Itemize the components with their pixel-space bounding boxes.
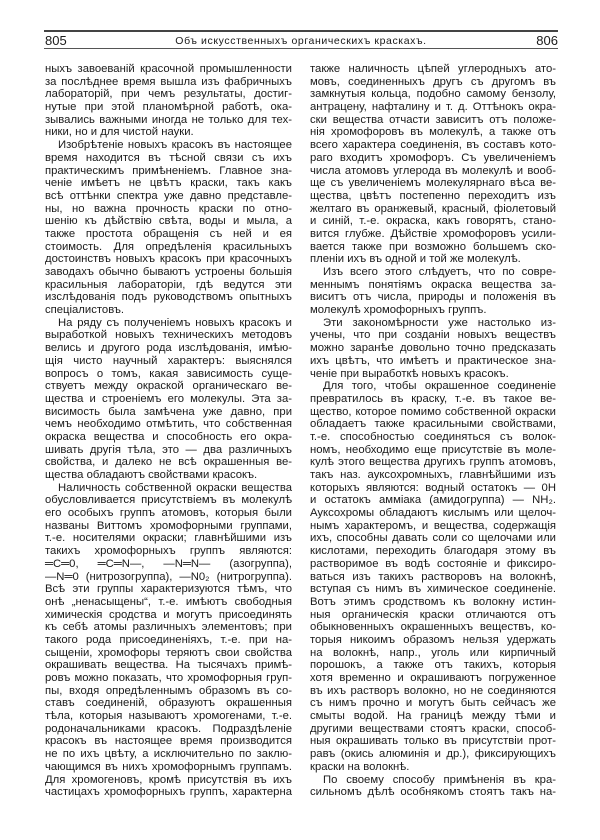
text-line: такъ наз. ауксохромныхъ, главнѣйшими изъ bbox=[310, 469, 556, 481]
text-line: вопросъ о томъ, какая зависимость суще- bbox=[45, 367, 292, 380]
text-line: зывались важными иногда не только для тех- bbox=[45, 113, 292, 126]
text-line: въ ихъ растворъ волокно, но не соединяются bbox=[310, 684, 556, 697]
text-line: Наличность собственной окраски вещества bbox=[58, 481, 292, 494]
text-line: растворимое въ водѣ состояніе и фиксиро- bbox=[310, 557, 556, 570]
text-line: время находится въ тѣсной связи съ ихъ bbox=[45, 151, 292, 164]
text-line: нымъ характеромъ, и вещества, содержащія bbox=[310, 519, 556, 532]
text-line: Эти закономѣрности уже настолько из- bbox=[323, 316, 556, 329]
text-line: можно заранѣе довольно точно предсказать bbox=[310, 342, 556, 355]
text-line: торыя никоимъ образомъ нельзя удержать bbox=[310, 633, 556, 646]
text-line: ствуетъ между окраской органическаго ве- bbox=[45, 380, 292, 393]
text-line: обусловливается присутствіемъ въ молекулѣ bbox=[45, 494, 292, 507]
paragraph bbox=[45, 63, 292, 139]
paragraph bbox=[45, 317, 292, 482]
text-line: шенію къ дѣйствію свѣта, воды и мыла, а bbox=[45, 215, 292, 228]
text-line: другими веществами стоятъ краски, способ- bbox=[310, 722, 556, 735]
text-line: кислотами, переходить благодаря этому въ bbox=[310, 545, 556, 558]
text-line: за послѣднее время вышла изъ фабричныхъ bbox=[45, 75, 292, 88]
text-column-right bbox=[310, 63, 556, 799]
text-line: всѣ оттѣнки спектра уже давно представле- bbox=[45, 189, 292, 202]
text-line: ники, но и для чистой науки. bbox=[45, 126, 194, 139]
text-line: краски на волокнѣ. bbox=[310, 760, 410, 773]
text-line: щества и строеніемъ его молекулы. Эта за- bbox=[45, 392, 292, 405]
text-line: пы, входя опредѣленнымъ образомъ въ со- bbox=[45, 684, 292, 697]
text-line: чающимся въ нихъ хромофорнымъ группамъ. bbox=[45, 760, 292, 773]
text-line: ставъ соединеній, образуютъ окрашенныя bbox=[45, 697, 292, 710]
paragraph bbox=[310, 317, 556, 380]
text-line: онѣ „ненасыщены“, т.-е. имѣютъ свободныя bbox=[45, 595, 292, 608]
text-line: и остатокъ аммiака (амидогруппа) — NH₂. bbox=[310, 494, 556, 507]
text-line: обыкновенныхъ окрашенныхъ веществъ, ко- bbox=[310, 621, 556, 634]
text-line: По своему способу примѣненія въ кра- bbox=[323, 773, 556, 786]
text-line: его особыхъ группъ атомовъ, которыя были bbox=[45, 507, 292, 520]
text-line: и синій, т.-е. окраска, какъ говорятъ, стано- bbox=[310, 215, 556, 228]
text-line: вступая съ нимъ въ химическое соединеніе. bbox=[310, 583, 556, 596]
text-line: кулѣ этого вещества другихъ группъ атомовъ, bbox=[310, 456, 556, 469]
text-line: желтаго въ оранжевый, красный, фіолетовый bbox=[310, 202, 556, 215]
text-line: спеціалистовъ. bbox=[45, 304, 125, 317]
text-line: антрацену, нафталину и т. д. Оттѣнокъ окра- bbox=[310, 101, 556, 114]
text-line: сильномъ дѣлѣ особнякомъ стоятъ такъ на- bbox=[310, 786, 556, 799]
text-line: родоначальниками красокъ. Подраздѣленіе bbox=[45, 722, 292, 735]
text-line: порошокъ, а также отъ такихъ, которыя bbox=[310, 659, 556, 672]
text-line: тѣла, которыя называютъ хромогенами, т.-е. bbox=[45, 710, 292, 723]
text-line: раго входитъ хромофоръ. Съ увеличеніемъ bbox=[310, 151, 556, 164]
text-line: съ нимъ прочно и могутъ быть сейчасъ же bbox=[310, 697, 556, 710]
text-line: вается также при возможно большемъ ско- bbox=[310, 240, 556, 253]
text-line: замкнутыя кольца, подобно самому бензолу, bbox=[310, 88, 556, 101]
text-line: превратилось въ краску, т.-е. въ такое ве- bbox=[310, 392, 556, 405]
paragraph bbox=[310, 63, 556, 266]
text-line: ны, но важна прочность краски по отно- bbox=[45, 202, 292, 215]
text-line: Изъ всего этого слѣдуетъ, что по совре- bbox=[323, 266, 556, 278]
text-line: свойства, и далеко не всѣ окрашенныя ве- bbox=[45, 456, 292, 469]
text-line: ныя окрашивать только въ присутствіи прот- bbox=[310, 735, 556, 748]
text-line: вится глубже. Дѣйствіе хромофоровъ усили- bbox=[310, 227, 556, 240]
text-line: ихъ, способны давать соли со щелочами или bbox=[310, 532, 556, 545]
paragraph bbox=[310, 266, 556, 317]
text-line: сыщеніи, хромофоры теряютъ свои свойства bbox=[45, 646, 292, 659]
text-line: нія хромофоровъ въ молекулѣ, а также отъ bbox=[310, 126, 556, 139]
text-line: ровъ можно показать, что хромофорныя груп- bbox=[45, 672, 292, 684]
text-line: которыхъ являются: водный остатокъ — 0H bbox=[310, 481, 556, 494]
text-line: частицахъ хромофорныхъ группъ, характерна bbox=[45, 786, 292, 799]
text-line: красильныя лабораторіи, гдѣ ведутся эти bbox=[45, 278, 292, 291]
text-line: названы Виттомъ хромофорными группами, bbox=[45, 519, 292, 532]
text-line: ныя органическія краски отличаются отъ bbox=[310, 608, 556, 621]
text-line: ски вещества отчасти зависитъ отъ положе- bbox=[310, 113, 556, 126]
paragraph bbox=[45, 139, 292, 317]
text-line: обладаетъ также красильными свойствами, bbox=[310, 418, 556, 431]
text-line: химическія сродства и могутъ присоединять bbox=[45, 608, 292, 621]
text-line: Для того, чтобы окрашенное соединеніе bbox=[323, 380, 556, 393]
text-line: щество, которое помимо собственной окраски bbox=[310, 405, 556, 418]
header-rule-bottom bbox=[44, 48, 558, 49]
text-line: красокъ въ настоящее время производится bbox=[45, 735, 292, 748]
text-line: Изобрѣтеніе новыхъ красокъ въ настоящее bbox=[58, 139, 292, 152]
text-line: нутые при этой планомѣрной работѣ, ока- bbox=[45, 101, 292, 114]
text-column-left bbox=[45, 63, 292, 799]
text-line: щія чисто научный характеръ: выяснялся bbox=[45, 354, 292, 367]
text-line: учены, что при созданіи новыхъ веществъ bbox=[310, 329, 556, 342]
text-line: заводахъ обычно бываютъ устроены большія bbox=[45, 266, 292, 278]
text-line: всего характера соединенія, въ составъ кото- bbox=[310, 139, 556, 152]
paragraph bbox=[45, 482, 292, 799]
text-line: т.-е. способностью соединяться съ волок- bbox=[310, 430, 556, 443]
text-line: велись и другого рода изслѣдованія, имѣю- bbox=[45, 342, 292, 355]
text-line: окраска вещества и способность его окра- bbox=[45, 430, 292, 443]
text-line: хотя временно и окрашиваютъ погруженное bbox=[310, 672, 556, 684]
text-line: На ряду съ полученіемъ новыхъ красокъ и bbox=[58, 316, 292, 329]
text-line: ═C═0, ═C═N—, —N═N— (азогруппа), bbox=[45, 557, 292, 570]
text-line: молекулѣ хромофорныхъ группъ. bbox=[310, 304, 487, 317]
page-number-right: 806 bbox=[536, 33, 558, 48]
text-line: Ауксохромы обладаютъ кислымъ или щелоч- bbox=[310, 507, 556, 520]
text-line: также наличность цѣпей углеродныхъ ато- bbox=[310, 63, 556, 75]
text-line: къ себѣ атомы различныхъ элементовъ; при bbox=[45, 621, 292, 634]
text-line: окрашивать вещества. На тысячахъ примѣ- bbox=[45, 659, 292, 672]
text-line: ихъ цвѣтъ, что имѣетъ и практическое зна- bbox=[310, 354, 556, 367]
text-line: такихъ хромофорныхъ группъ являются: bbox=[45, 545, 292, 558]
text-line: пленіи ихъ въ одной и той же молекулѣ. bbox=[310, 253, 521, 266]
text-line: ще съ увеличеніемъ молекулярнаго вѣса ве- bbox=[310, 177, 556, 190]
running-title: Объ искусственныхъ органическихъ краскахъ. bbox=[175, 35, 427, 47]
text-line: т.-е. носителями окраски; главнѣйшими изъ bbox=[45, 532, 292, 545]
text-line: меннымъ понятіямъ окраска вещества за- bbox=[310, 278, 556, 291]
text-line: ныхъ завоеваній красочной промышленности bbox=[45, 63, 292, 75]
text-line: достоинствъ новыхъ красокъ при красочныхъ bbox=[45, 253, 292, 266]
text-line: виситъ отъ числа, природы и положенія въ bbox=[310, 291, 556, 304]
text-line: ченіе имѣетъ не цвѣтъ краски, такъ какъ bbox=[45, 177, 292, 190]
text-line: ваться изъ такихъ растворовъ на волокнѣ, bbox=[310, 570, 556, 583]
text-line: смыты водой. На границѣ между тѣми и bbox=[310, 710, 556, 723]
text-line: стоимость. Для опредѣленія красильныхъ bbox=[45, 240, 292, 253]
text-line: равъ (окись алюминія и др.), фиксирующихъ bbox=[310, 748, 556, 761]
text-line: выработкой новыхъ техническихъ методовъ bbox=[45, 329, 292, 342]
paragraph bbox=[310, 774, 556, 799]
page-number-left: 805 bbox=[45, 33, 67, 48]
text-line: не по ихъ цвѣту, а исключительно по заклю- bbox=[45, 748, 292, 761]
text-line: номъ, необходимо еще присутствіе въ моле- bbox=[310, 443, 556, 456]
text-line: также простота обращенія съ ней и ея bbox=[45, 227, 292, 240]
text-line: мовъ, соединенныхъ другъ съ другомъ въ bbox=[310, 75, 556, 88]
text-line: шивать другія тѣла, это — два различныхъ bbox=[45, 443, 292, 456]
text-line: ченіе при выработкѣ новыхъ красокъ. bbox=[310, 367, 509, 380]
header-rule-top bbox=[44, 30, 558, 32]
text-line: —N═0 (нитрозогруппа), —N0₂ (нитрогруппа). bbox=[45, 570, 292, 583]
text-line: изслѣдованія подъ руководствомъ опытныхъ bbox=[45, 291, 292, 304]
text-line: лабораторій, при чемъ результаты, достиг- bbox=[45, 88, 292, 101]
text-line: на волокнѣ, напр., уголь или кирпичный bbox=[310, 646, 556, 659]
text-line: чемъ необходимо отмѣтить, что собственная bbox=[45, 418, 292, 431]
text-line: числа атомовъ углерода въ молекулѣ и вооб- bbox=[310, 164, 556, 177]
text-line: такого рода присоединеніяхъ, т.-е. при на- bbox=[45, 633, 292, 646]
text-line: щества, цвѣтъ постепенно переходитъ изъ bbox=[310, 189, 556, 202]
paragraph bbox=[310, 380, 556, 773]
running-header bbox=[44, 34, 558, 47]
text-line: Для хромогеновъ, кромѣ присутствія въ ихъ bbox=[45, 773, 292, 786]
text-line: Вотъ этимъ сродствомъ къ волокну истин- bbox=[310, 595, 556, 608]
text-line: практическимъ примѣненіемъ. Главное зна- bbox=[45, 164, 292, 177]
text-line: висимость была замѣчена уже давно, при bbox=[45, 405, 292, 418]
text-line: Всѣ эти группы характеризуются тѣмъ, что bbox=[45, 583, 292, 596]
text-line: щества обладаютъ свойствами красокъ. bbox=[45, 469, 258, 481]
